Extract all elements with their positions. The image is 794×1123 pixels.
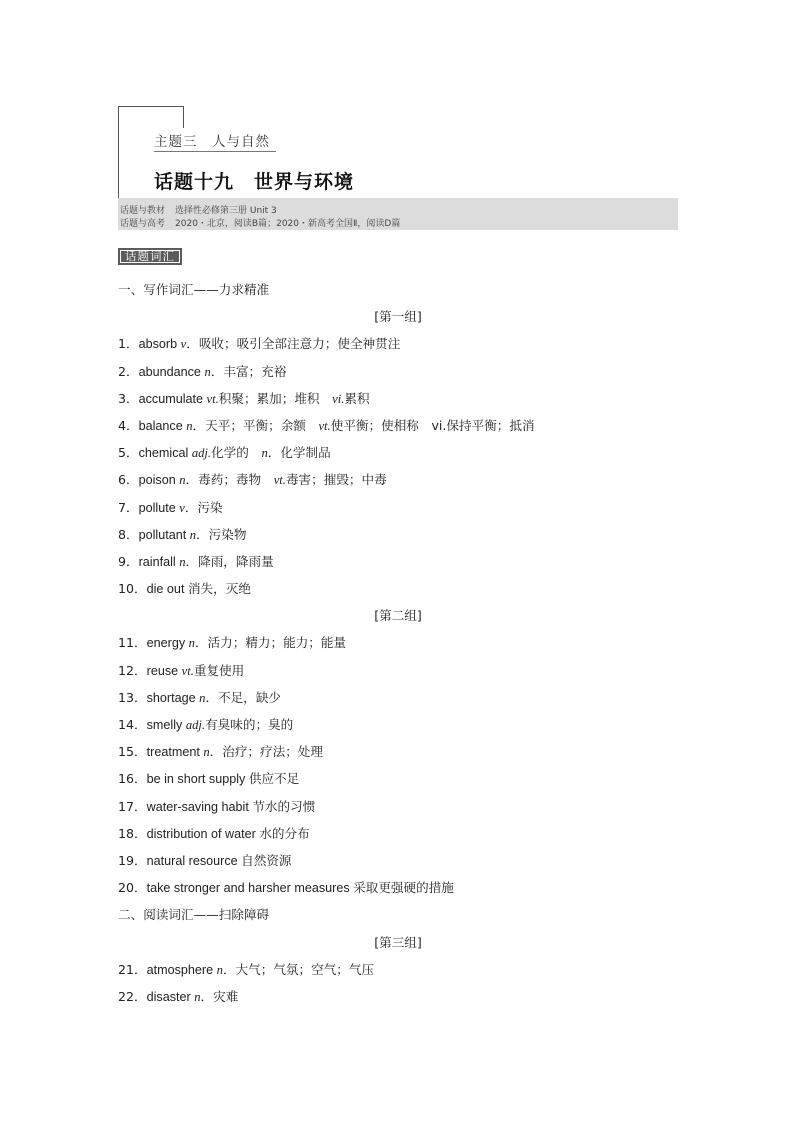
entry-word: balance <box>138 418 187 433</box>
info-row-textbook <box>120 203 277 216</box>
entry-number: 14． <box>118 717 147 732</box>
entry-number: 3． <box>118 390 139 406</box>
vocab-entry <box>118 820 678 847</box>
entry-pos: n <box>189 527 197 542</box>
entry-number: 9． <box>118 553 139 569</box>
vocab-entry <box>118 657 678 684</box>
entry-definition: 节水的习惯 <box>252 798 316 814</box>
entry-word: abundance <box>138 364 205 379</box>
entry-definition: ．丰富；充裕 <box>210 363 287 379</box>
entry-word: energy <box>146 636 189 651</box>
entry-pos: adj. <box>185 718 206 732</box>
entry-number: 7． <box>118 499 139 515</box>
entry-definition: 水的分布 <box>259 825 310 841</box>
entry-definition: ．降雨，降雨量 <box>185 553 274 569</box>
vocab-entry <box>118 793 678 820</box>
entry-word: atmosphere <box>146 962 217 977</box>
info-label: 话题与高考 <box>120 219 166 229</box>
entry-definition: 重复使用 <box>193 662 245 678</box>
entry-number: 1． <box>118 336 139 352</box>
entry-word: be in short supply <box>146 772 249 787</box>
entry-pos: n <box>203 745 210 760</box>
entry-number: 20． <box>118 880 147 896</box>
group-heading: [第二组] <box>374 608 422 624</box>
topic-title: 话题十九 世界与环境 <box>154 171 355 193</box>
entry-pos: vi. <box>332 391 345 406</box>
series-label: 主题三 人与自然 <box>154 134 270 150</box>
group-heading: [第三组] <box>374 934 422 950</box>
vocab-entry <box>118 874 678 901</box>
entry-word: shortage <box>146 690 200 705</box>
entry-number: 12． <box>118 662 147 678</box>
entry-definition: ．天平；平衡；余额 <box>192 417 319 433</box>
entry-word: distribution of water <box>146 826 260 841</box>
vocab-entry <box>118 684 678 711</box>
entry-number: 17． <box>118 798 147 814</box>
entry-definition: 累积 <box>344 390 370 406</box>
entry-definition: 化学的 <box>211 445 262 461</box>
vocab-entry <box>118 521 678 548</box>
entry-word: reuse <box>146 663 182 678</box>
vocab-entry <box>118 765 678 792</box>
entry-pos: vt. <box>181 663 194 678</box>
entry-word: take stronger and harsher measures <box>146 881 354 896</box>
entry-definition: 有臭味的；臭的 <box>205 717 294 732</box>
entry-number: 5． <box>118 445 139 461</box>
entry-number: 21． <box>118 961 147 977</box>
entry-word: treatment <box>146 745 204 760</box>
entry-definition: ．灾难 <box>200 988 239 1004</box>
header-frame-tab-line <box>183 106 184 128</box>
entry-definition: ．污染 <box>184 499 223 515</box>
entry-pos: n <box>179 554 186 569</box>
vocab-entry <box>118 385 678 412</box>
entry-number: 10． <box>118 581 147 597</box>
entry-number: 4． <box>118 417 139 433</box>
entry-word: natural resource <box>146 853 242 868</box>
vocab-entry <box>118 412 678 439</box>
header-frame-top-line <box>118 106 184 107</box>
series-underline <box>154 151 276 152</box>
vocab-entry <box>118 629 678 656</box>
vocabulary-list <box>118 276 678 1010</box>
group-heading: [第一组] <box>374 309 422 325</box>
entry-pos: n <box>186 418 193 433</box>
entry-pos: v <box>180 337 187 352</box>
entry-pos: n <box>194 989 201 1004</box>
entry-pos: n <box>179 473 186 488</box>
info-value: 选择性必修第三册 Unit 3 <box>175 206 277 216</box>
entry-definition: 使平衡；使相称 vi.保持平衡；抵消 <box>330 417 535 433</box>
section-heading: 一、写作词汇——力求精准 <box>118 282 270 297</box>
entry-word: smelly <box>146 718 186 732</box>
entry-word: disaster <box>146 989 195 1004</box>
vocab-entry <box>118 847 678 874</box>
vocab-entry <box>118 358 678 385</box>
vocab-entry <box>118 738 678 765</box>
entry-word: accumulate <box>138 391 207 406</box>
entry-pos: n <box>261 446 268 461</box>
entry-definition: ．大气；气氛；空气；气压 <box>222 961 375 977</box>
entry-number: 6． <box>118 472 139 488</box>
entry-word: pollute <box>138 500 180 515</box>
entry-number: 18． <box>118 825 147 841</box>
info-label: 话题与教材 <box>120 206 166 216</box>
entry-word: rainfall <box>138 554 180 569</box>
entry-definition: ．化学制品 <box>267 445 331 461</box>
badge-label: 话题词汇 <box>125 249 175 263</box>
entry-definition: ．污染物 <box>196 526 247 542</box>
entry-pos: n <box>204 364 211 379</box>
info-value: 2020・北京，阅读B篇；2020・新高考全国Ⅱ，阅读D篇 <box>175 219 401 229</box>
entry-word: chemical <box>138 446 192 461</box>
info-row-exam <box>120 216 400 229</box>
entry-number: 16． <box>118 771 147 787</box>
entry-definition: ．治疗；疗法；处理 <box>209 744 323 760</box>
entry-definition: 采取更强硬的措施 <box>353 880 454 896</box>
entry-word: water-saving habit <box>146 799 253 814</box>
section-heading: 二、阅读词汇——扫除障碍 <box>118 907 270 923</box>
entry-definition: 积聚；累加；堆积 <box>218 390 333 406</box>
entry-pos: vt. <box>318 418 331 433</box>
vocab-entry <box>118 956 678 983</box>
entry-word: die out <box>146 582 188 597</box>
vocab-entry <box>118 575 678 602</box>
vocab-entry <box>118 711 678 738</box>
vocab-entry <box>118 466 678 493</box>
entry-pos: vt. <box>273 473 286 488</box>
entry-number: 2． <box>118 363 139 379</box>
entry-definition: 毒害；摧毁；中毒 <box>285 472 387 488</box>
vocab-entry <box>118 548 678 575</box>
entry-definition: ．不足，缺少 <box>205 689 281 705</box>
entry-definition: 供应不足 <box>248 771 300 787</box>
entry-number: 13． <box>118 689 147 705</box>
entry-definition: 自然资源 <box>241 852 292 868</box>
entry-pos: n <box>188 636 195 651</box>
entry-number: 15． <box>118 744 147 760</box>
entry-pos: vt. <box>206 391 219 406</box>
entry-pos: v <box>179 500 185 515</box>
entry-number: 19． <box>118 852 147 868</box>
entry-pos: n <box>216 962 223 977</box>
entry-definition: ．活力；精力；能力；能量 <box>194 635 347 651</box>
entry-pos: adj. <box>191 446 212 461</box>
topic-vocabulary-badge <box>118 248 182 265</box>
entry-number: 8． <box>118 526 139 542</box>
vocab-entry <box>118 983 678 1010</box>
entry-number: 22． <box>118 988 147 1004</box>
entry-definition: 消失，灭绝 <box>187 581 251 597</box>
entry-word: pollutant <box>138 527 190 542</box>
vocab-entry <box>118 439 678 466</box>
entry-word: absorb <box>138 337 181 352</box>
vocab-entry <box>118 494 678 521</box>
entry-word: poison <box>138 473 180 488</box>
entry-definition: ．吸收；吸引全部注意力；使全神贯注 <box>186 336 401 352</box>
entry-definition: ．毒药；毒物 <box>185 472 274 488</box>
entry-number: 11． <box>118 635 147 651</box>
vocab-entry <box>118 330 678 357</box>
entry-pos: n <box>199 690 206 705</box>
